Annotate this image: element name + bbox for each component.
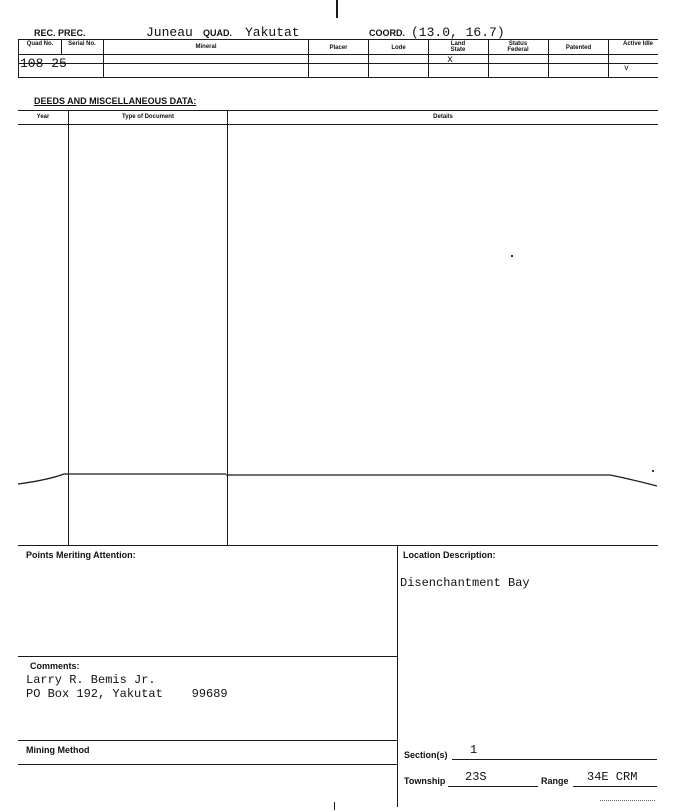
points-meriting-attention-label: Points Meriting Attention: xyxy=(26,550,136,560)
quad-label: QUAD. xyxy=(203,28,232,38)
claims-table-bottom xyxy=(18,77,658,78)
range-label: Range xyxy=(541,776,569,786)
township-value: 23S xyxy=(465,770,487,784)
scan-marks xyxy=(600,800,655,801)
col-patented: Patented xyxy=(565,45,592,51)
range-underline xyxy=(573,786,657,787)
land-state-mark: x xyxy=(447,55,454,66)
coord-value: (13.0, 16.7) xyxy=(411,25,505,40)
township-underline xyxy=(448,786,538,787)
col-status-federal: Status Federal xyxy=(507,41,529,53)
page-fold-line xyxy=(0,466,678,496)
deeds-header-bottom xyxy=(18,124,658,125)
claims-col-divider xyxy=(61,39,62,54)
bottom-center-divider xyxy=(397,545,398,807)
range-value: 34E CRM xyxy=(587,770,638,784)
mining-method-top xyxy=(18,740,397,741)
top-tick xyxy=(336,0,338,18)
section-value: 1 xyxy=(470,743,478,757)
rec-prec-value: Juneau xyxy=(146,25,193,40)
col-quad-no: Quad No. xyxy=(26,41,54,47)
active-idle-mark: v xyxy=(624,64,629,73)
comments-top xyxy=(18,656,397,657)
comments-line-1: Larry R. Bemis Jr. xyxy=(26,673,156,687)
deeds-title: DEEDS AND MISCELLANEOUS DATA: xyxy=(34,96,197,106)
claims-table-top xyxy=(18,39,658,40)
claims-col-divider xyxy=(18,39,19,77)
scan-speck xyxy=(511,255,513,257)
comments-line-2: PO Box 192, Yakutat 99689 xyxy=(26,687,228,701)
col-active-idle: Active Idle xyxy=(622,41,653,47)
deeds-header-top xyxy=(18,110,658,111)
col-placer: Placer xyxy=(329,45,348,51)
location-description-value: Disenchantment Bay xyxy=(400,576,530,590)
bottom-tick xyxy=(334,802,335,810)
mining-method-bottom xyxy=(18,764,397,765)
scan-speck xyxy=(652,470,654,472)
section-underline xyxy=(452,759,657,760)
col-land-state: Land State xyxy=(450,41,466,53)
col-details: Details xyxy=(433,114,453,120)
coord-label: COORD. xyxy=(369,28,405,38)
claims-header-bottom xyxy=(18,54,658,55)
township-label: Township xyxy=(404,776,446,786)
col-lode: Lode xyxy=(391,45,406,51)
col-serial-no: Serial No. xyxy=(68,41,96,47)
col-mineral: Mineral xyxy=(195,44,217,50)
bottom-section-top xyxy=(18,545,658,546)
mining-method-label: Mining Method xyxy=(26,745,90,755)
col-type-of-document: Type of Document xyxy=(122,114,174,120)
rec-prec-label: REC. PREC. xyxy=(34,28,86,38)
claims-col-divider xyxy=(608,39,609,77)
claims-col-divider xyxy=(488,39,489,77)
quad-value: Yakutat xyxy=(245,25,300,40)
location-description-label: Location Description: xyxy=(403,550,496,560)
section-label: Section(s) xyxy=(404,750,448,760)
quad-serial-value: 108-25 xyxy=(20,56,67,71)
col-year: Year xyxy=(36,114,50,120)
claims-col-divider xyxy=(428,39,429,77)
comments-label: Comments: xyxy=(30,661,80,671)
claims-row-mid xyxy=(18,63,658,64)
